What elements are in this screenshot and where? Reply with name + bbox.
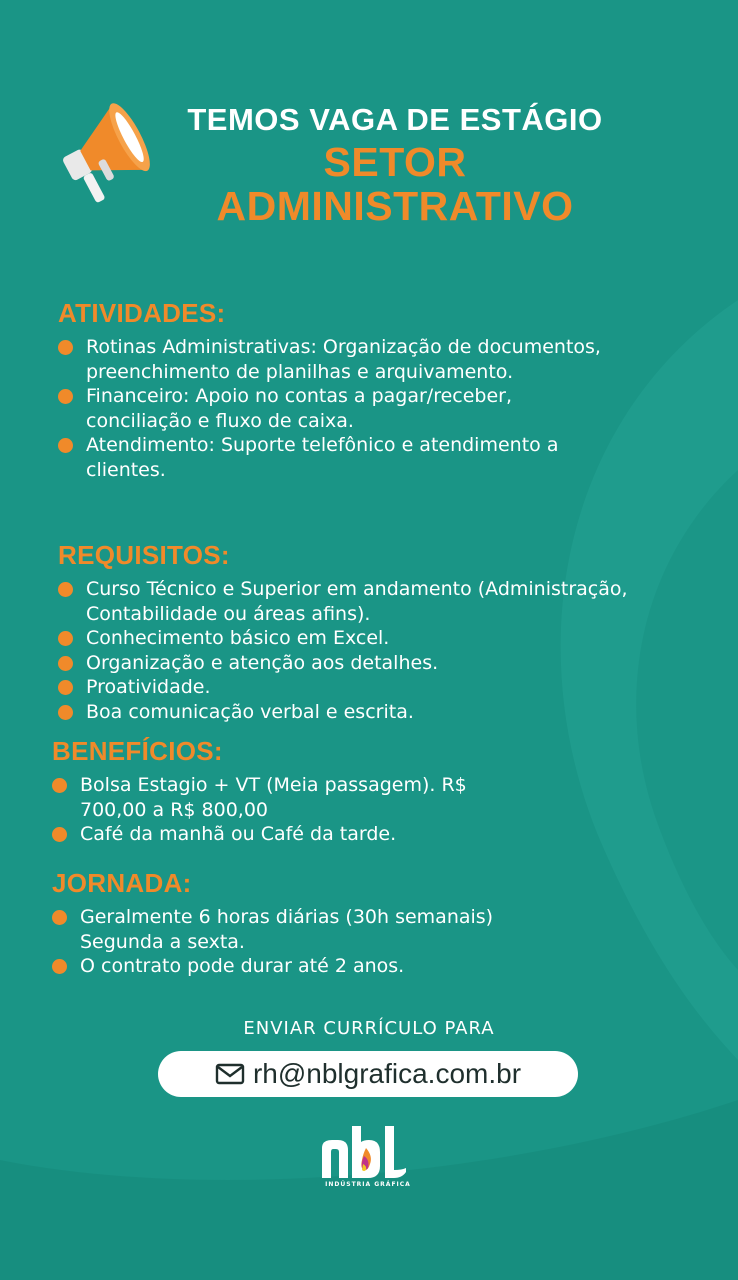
list-item: Rotinas Administrativas: Organização de documentos, preenchimento de planilhas e arquivamento. (58, 335, 618, 384)
bullet-dot (52, 778, 67, 793)
requisitos-list (58, 577, 628, 724)
beneficios-list (52, 773, 522, 847)
list-item: Atendimento: Suporte telefônico e atendimento a clientes. (58, 433, 618, 482)
email-link[interactable] (158, 1051, 578, 1097)
list-item: Bolsa Estagio + VT (Meia passagem). R$ 700,00 a R$ 800,00 (52, 773, 522, 822)
section-title-jornada: JORNADA: (52, 868, 192, 898)
section-atividades (58, 298, 618, 482)
logo-subtitle: INDÚSTRIA GRÁFICA (325, 1181, 411, 1188)
list-item: Boa comunicação verbal e escrita. (58, 700, 628, 725)
list-item: Geralmente 6 horas diárias (30h semanais) Segunda a sexta. (52, 905, 582, 954)
atividades-list (58, 335, 618, 482)
section-beneficios (52, 736, 522, 847)
email-address: rh@nblgrafica.com.br (252, 1058, 522, 1089)
section-requisitos (58, 540, 628, 724)
bullet-dot (58, 705, 73, 720)
section-title-requisitos: REQUISITOS: (58, 540, 230, 570)
list-item: Conhecimento básico em Excel. (58, 626, 628, 651)
section-title-beneficios: BENEFÍCIOS: (52, 736, 223, 766)
mail-icon (215, 1063, 245, 1085)
header-subtitle: TEMOS VAGA DE ESTÁGIO (187, 102, 603, 137)
bullet-dot (58, 656, 73, 671)
header-title-line1: SETOR (323, 139, 467, 185)
bullet-dot (58, 438, 73, 453)
section-title-atividades: ATIVIDADES: (58, 298, 226, 328)
bullet-dot (58, 389, 73, 404)
list-item: Café da manhã ou Café da tarde. (52, 822, 522, 847)
header-title-line2: ADMINISTRATIVO (216, 183, 574, 229)
header (150, 100, 640, 228)
list-item: Organização e atenção aos detalhes. (58, 651, 628, 676)
megaphone-icon (44, 88, 154, 212)
bullet-dot (52, 910, 67, 925)
bullet-dot (58, 340, 73, 355)
list-item: Curso Técnico e Superior em andamento (Administração, Contabilidade ou áreas afins). (58, 577, 628, 626)
section-jornada (52, 868, 582, 979)
bullet-dot (52, 959, 67, 974)
bullet-dot (58, 631, 73, 646)
list-item: Proatividade. (58, 675, 628, 700)
bullet-dot (52, 827, 67, 842)
bullet-dot (58, 582, 73, 597)
list-item: Financeiro: Apoio no contas a pagar/receber, conciliação e fluxo de caixa. (58, 384, 618, 433)
list-item: O contrato pode durar até 2 anos. (52, 954, 582, 979)
send-resume-label: ENVIAR CURRÍCULO PARA (243, 1018, 495, 1039)
bullet-dot (58, 680, 73, 695)
jornada-list (52, 905, 582, 979)
